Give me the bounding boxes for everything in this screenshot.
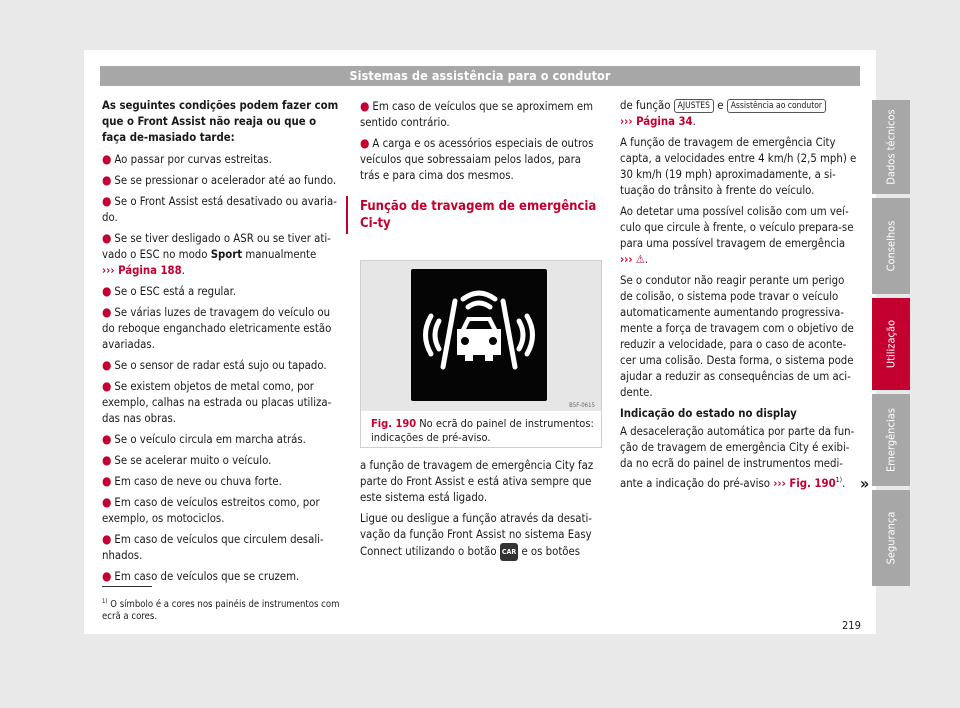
list-item: ● Se se tiver desligado o ASR ou se tiver ati-vado o ESC no modo Sport manualmente ››› Página 188. — [102, 231, 331, 277]
intro-text: As seguintes condições podem fazer com que o Front Assist não reaja ou que o faça de-masiado tarde: — [102, 99, 339, 144]
column-1 — [102, 98, 342, 589]
bullet-icon: ● — [360, 136, 370, 150]
bullet-icon: ● — [102, 194, 112, 208]
paragraph: A desaceleração automática por parte da fun-ção de travagem de emergência City é exibi-da no ecrã do painel de instrumentos medi-ante a indicação do pré-aviso ››› Fig. 190$^{1)}$. — [620, 425, 855, 490]
list-item: ● Se existem objetos de metal como, por exemplo, calhas na estrada ou placas utiliza-das nas obras. — [102, 379, 332, 425]
bullet-icon: ● — [102, 284, 112, 298]
front-assist-warning-icon — [411, 269, 547, 401]
warning-triangle-icon: ⚠ — [635, 253, 645, 266]
bullet-icon: ● — [102, 532, 112, 546]
column-3 — [620, 98, 860, 497]
bullet-icon: ● — [102, 358, 112, 372]
tab-conselhos[interactable]: Conselhos — [872, 198, 910, 294]
ajustes-key: AJUSTES — [674, 99, 714, 113]
figure-image — [361, 261, 601, 411]
paragraph: A função de travagem de emergência City capta, a velocidades entre 4 km/h (2,5 mph) e 30 km/h (19 mph) aproximadamente, a si-tuação do trânsito à frente do veículo. — [620, 136, 857, 197]
bullet-icon: ● — [360, 99, 370, 113]
bullet-icon: ● — [102, 453, 112, 467]
bullet-icon: ● — [102, 152, 112, 166]
footnote-divider — [102, 586, 152, 587]
column-2-lower — [360, 458, 600, 566]
car-button-icon: CAR — [500, 543, 518, 561]
tab-dados-tecnicos[interactable]: Dados técnicos — [872, 100, 910, 194]
bullet-icon: ● — [102, 474, 112, 488]
page-link[interactable]: ››› Página 34 — [620, 115, 693, 128]
tab-utilizacao[interactable]: Utilização — [872, 298, 910, 390]
list-item: ● Ao passar por curvas estreitas. — [102, 152, 272, 166]
page-link[interactable]: ››› Página 188 — [102, 264, 182, 277]
list-item: ● Se o sensor de radar está sujo ou tapado. — [102, 358, 327, 372]
figure-link[interactable]: ››› Fig. 190 — [773, 476, 836, 490]
paragraph: de função AJUSTES e Assistência ao condutor ››› Página 34. — [620, 98, 860, 130]
column-2 — [360, 98, 600, 248]
list-item: ● Se se acelerar muito o veículo. — [102, 453, 272, 467]
list-item: ● Em caso de neve ou chuva forte. — [102, 474, 282, 488]
bullet-icon: ● — [102, 305, 112, 319]
paragraph: Ligue ou desligue a função através da desati-vação da função Front Assist no sistema Easy Connect utilizando o botão CAR e os botões — [360, 511, 600, 561]
figure-190 — [360, 260, 602, 448]
bullet-icon: ● — [102, 495, 112, 509]
page-number: 219 — [842, 619, 861, 632]
list-item: ● Se o veículo circula em marcha atrás. — [102, 432, 306, 446]
bullet-icon: ● — [102, 173, 112, 187]
figure-code: B5F-0615 — [569, 402, 595, 409]
bullet-icon: ● — [102, 432, 112, 446]
paragraph: a função de travagem de emergência City faz parte do Front Assist e está ativa sempre que este sistema está ligado. — [360, 459, 594, 504]
subheading: Indicação do estado no display — [620, 407, 797, 420]
list-item: ● A carga e os acessórios especiais de outros veículos que sobressaiam pelos lados, para trás e para cima dos mesmos. — [360, 136, 594, 182]
list-item: ● Em caso de veículos que se aproximem em sentido contrário. — [360, 99, 594, 129]
figure-caption: Fig. 190 No ecrã do painel de instrumentos: indicações de pré-aviso. — [371, 417, 594, 444]
bullet-icon: ● — [102, 379, 112, 393]
footnote: $^{1)}$ O símbolo é a cores nos painéis de instrumentos com ecrã a cores. — [102, 598, 340, 623]
continue-chevron-icon: » — [860, 474, 870, 493]
tab-seguranca[interactable]: Segurança — [872, 490, 910, 586]
page-header: Sistemas de assistência para o condutor — [100, 66, 860, 86]
paragraph: Ao detetar uma possível colisão com um veí-culo que circule à frente, o veículo prepara-se para uma possível travagem de emergência ››› ⚠. — [620, 205, 854, 266]
bullet-icon: ● — [102, 231, 112, 245]
instrument-display — [411, 269, 547, 401]
list-item: ● Se se pressionar o acelerador até ao fundo. — [102, 173, 337, 187]
tab-emergencias[interactable]: Emergências — [872, 394, 910, 486]
list-item: ● Em caso de veículos que se cruzem. — [102, 569, 300, 583]
bullet-icon: ● — [102, 569, 112, 583]
list-item: ● Se várias luzes de travagem do veículo ou do reboque enganchado eletricamente estão avariadas. — [102, 305, 332, 351]
paragraph: Se o condutor não reagir perante um perigo de colisão, o sistema pode travar o veículo automaticamente aumentando progressiva-mente a força de travagem com o objetivo de reduzir a velocidade, para o caso de aconte-cer uma colisão. Desta forma, o sistema pode ajudar a reduzir as consequências de um aci-dente. — [620, 274, 854, 399]
assistencia-key: Assistência ao condutor — [727, 99, 826, 113]
list-item: ● Em caso de veículos que circulem desali-nhados. — [102, 532, 324, 562]
list-item: ● Se o Front Assist está desativado ou avaria-do. — [102, 194, 337, 224]
list-item: ● Se o ESC está a regular. — [102, 284, 236, 298]
section-heading: Função de travagem de emergência Ci-ty — [346, 196, 600, 234]
list-item: ● Em caso de veículos estreitos como, por exemplo, os motociclos. — [102, 495, 320, 525]
